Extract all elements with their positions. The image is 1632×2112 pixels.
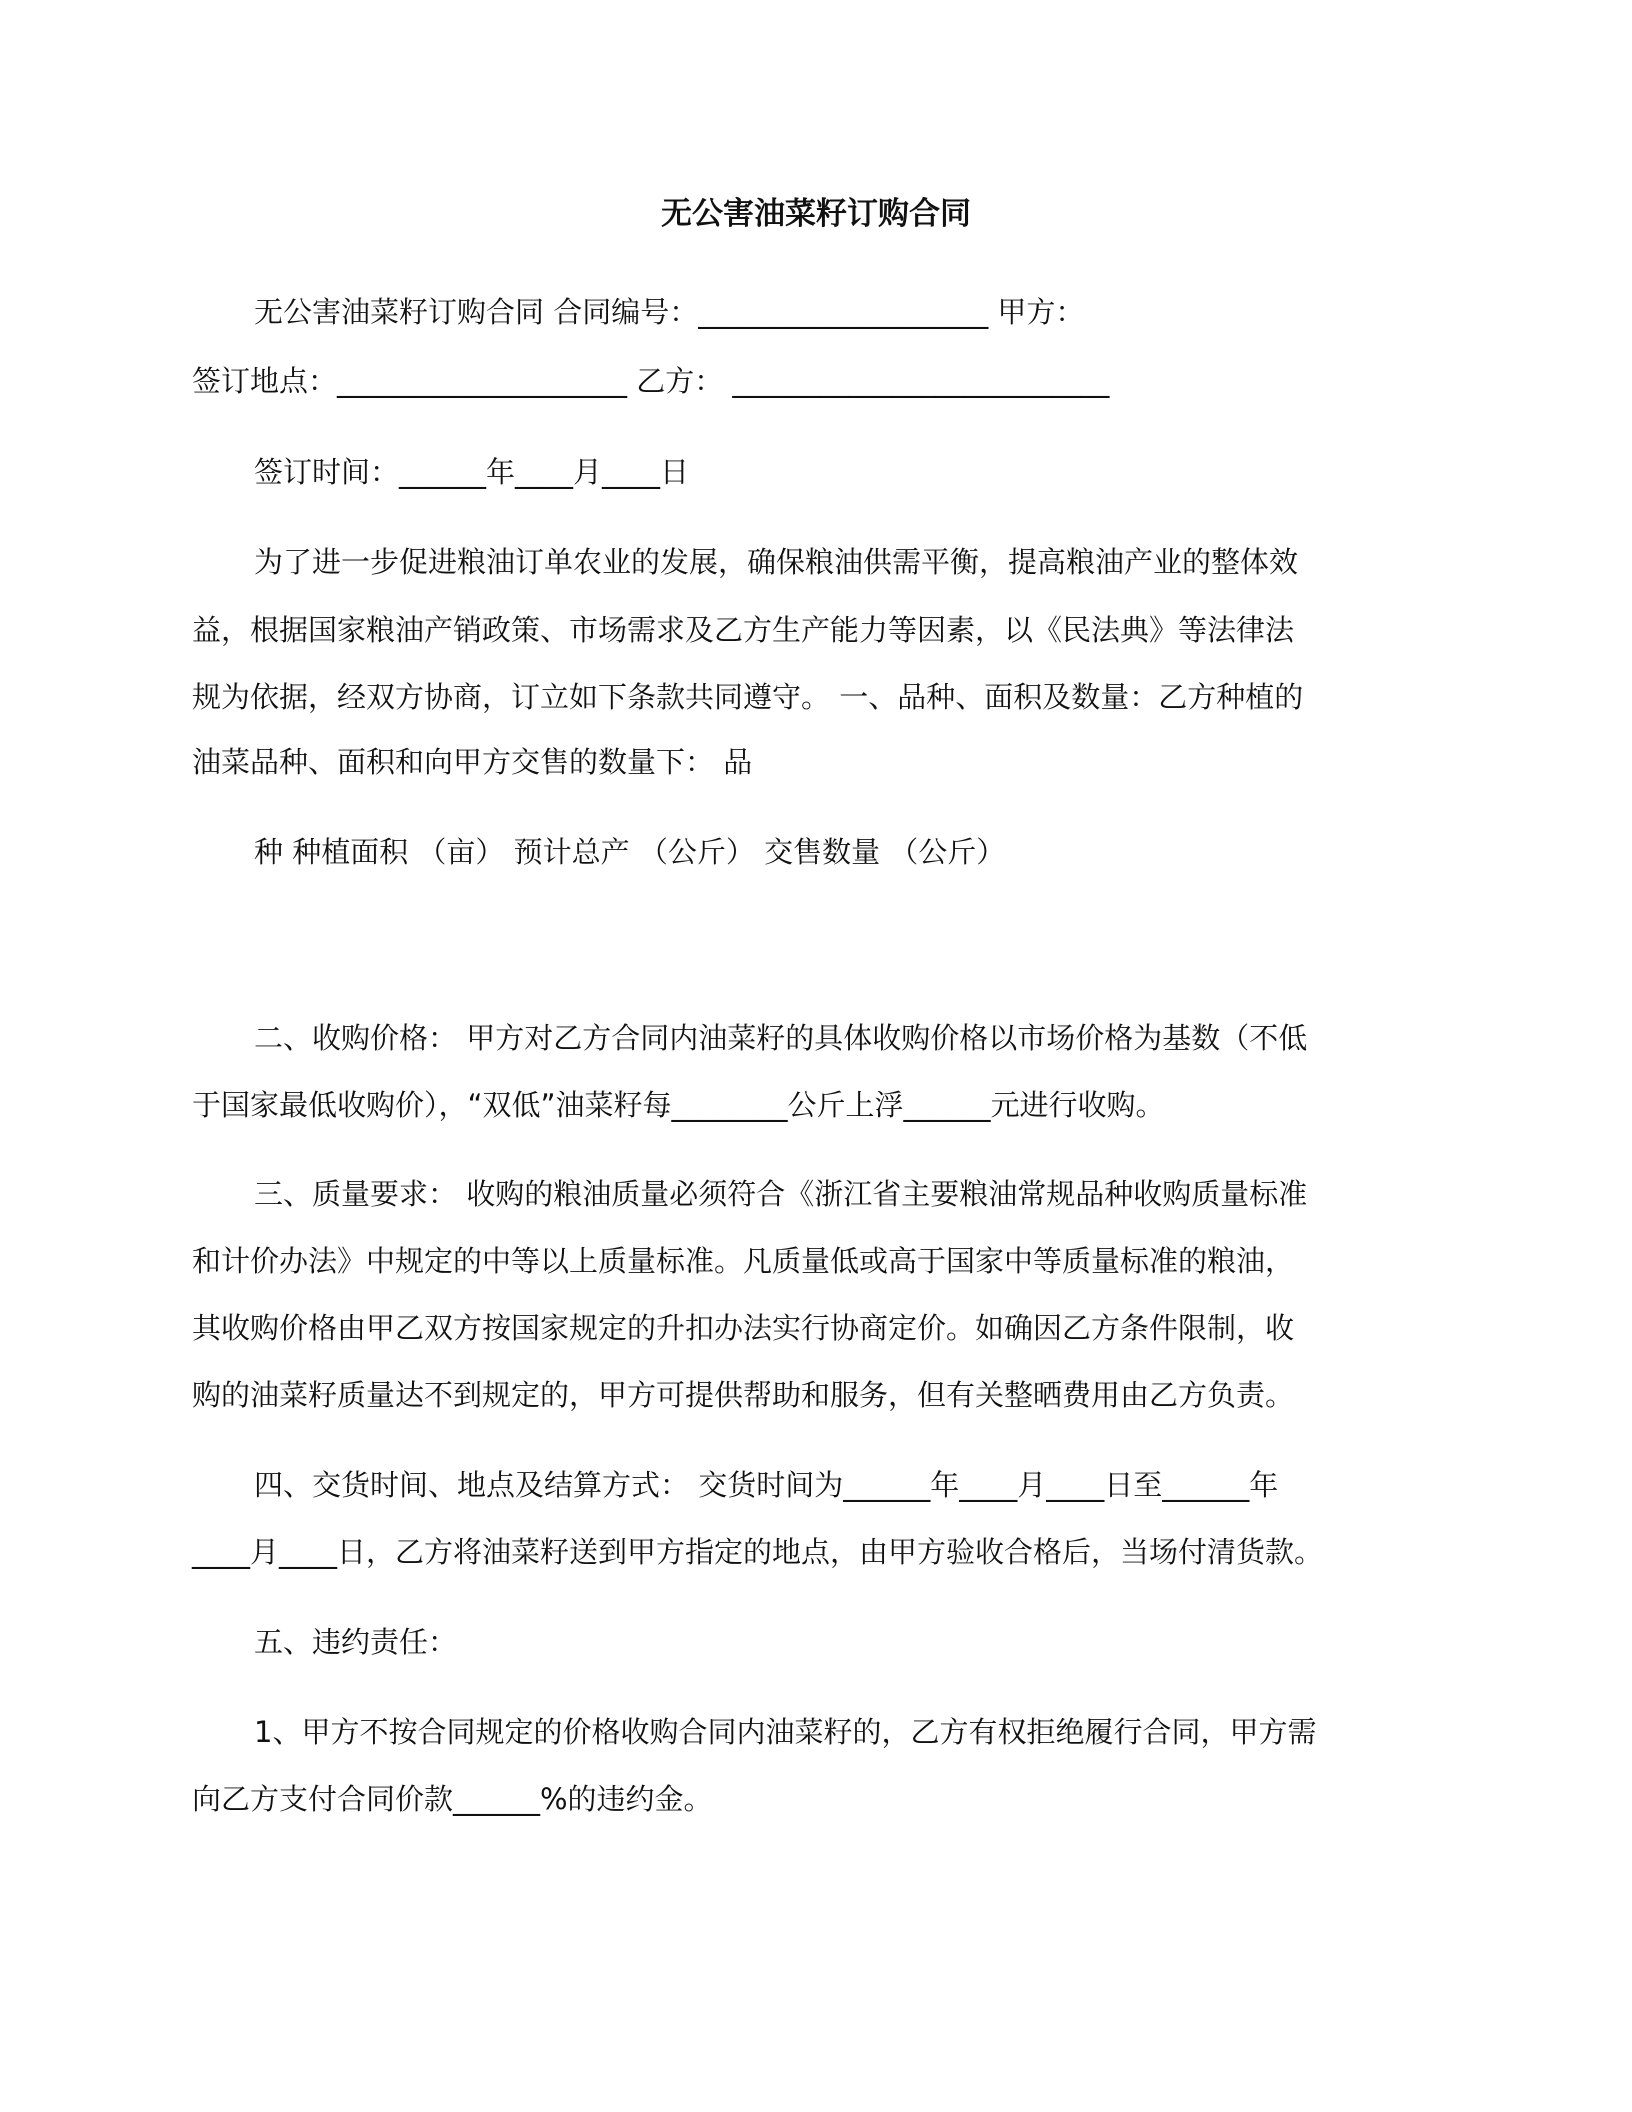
intro-paragraph-line: 为了进一步促进粮油订单农业的发展，确保粮油供需平衡，提高粮油产业的整体效 [254, 545, 1299, 579]
price-clause-line: 于国家最低收购价），“双低”油菜籽每________公斤上浮______元进行收购。 [192, 1088, 1165, 1122]
delivery-clause-line: ____月____日，乙方将油菜籽送到甲方指定的地点，由甲方验收合格后，当场付清货款。 [192, 1535, 1324, 1569]
delivery-clause-line: 四、交货时间、地点及结算方式： 交货时间为______年____月____日至______年 [254, 1468, 1279, 1502]
quality-clause-line: 购的油菜籽质量达不到规定的，甲方可提供帮助和服务，但有关整晒费用由乙方负责。 [192, 1378, 1295, 1412]
quality-clause-line: 和计价办法》中规定的中等以上质量标准。凡质量低或高于国家中等质量标准的粮油， [192, 1244, 1295, 1278]
quality-clause-line: 三、质量要求： 收购的粮油质量必须符合《浙江省主要粮油常规品种收购质量标准 [254, 1177, 1308, 1211]
quality-clause-line: 其收购价格由甲乙双方按国家规定的升扣办法实行协商定价。如确因乙方条件限制，收 [192, 1311, 1295, 1345]
intro-paragraph-line: 益，根据国家粮油产销政策、市场需求及乙方生产能力等因素，以《民法典》等法律法 [192, 613, 1295, 647]
variety-table-header-line: 种 种植面积 （亩） 预计总产 （公斤） 交售数量 （公斤） [254, 835, 1006, 869]
breach-item-line: 1、甲方不按合同规定的价格收购合同内油菜籽的，乙方有权拒绝履行合同，甲方需 [254, 1715, 1317, 1749]
price-clause-line: 二、收购价格： 甲方对乙方合同内油菜籽的具体收购价格以市场价格为基数（不低 [254, 1021, 1308, 1055]
intro-paragraph-line: 规为依据，经双方协商，订立如下条款共同遵守。 一、品种、面积及数量：乙方种植的 [192, 680, 1304, 714]
header-signing-place-line: 签订地点：____________________ 乙方： __________________________ [192, 364, 1110, 398]
breach-clause-title: 五、违约责任： [254, 1625, 458, 1659]
header-signing-time-line: 签订时间：______年____月____日 [254, 455, 690, 489]
header-contract-number-line: 无公害油菜籽订购合同 合同编号：____________________ 甲方： [254, 295, 1085, 329]
document-title: 无公害油菜籽订购合同 [661, 196, 971, 232]
breach-item-line: 向乙方支付合同价款______%的违约金。 [192, 1782, 713, 1816]
intro-paragraph-line: 油菜品种、面积和向甲方交售的数量下： 品 [192, 745, 753, 779]
